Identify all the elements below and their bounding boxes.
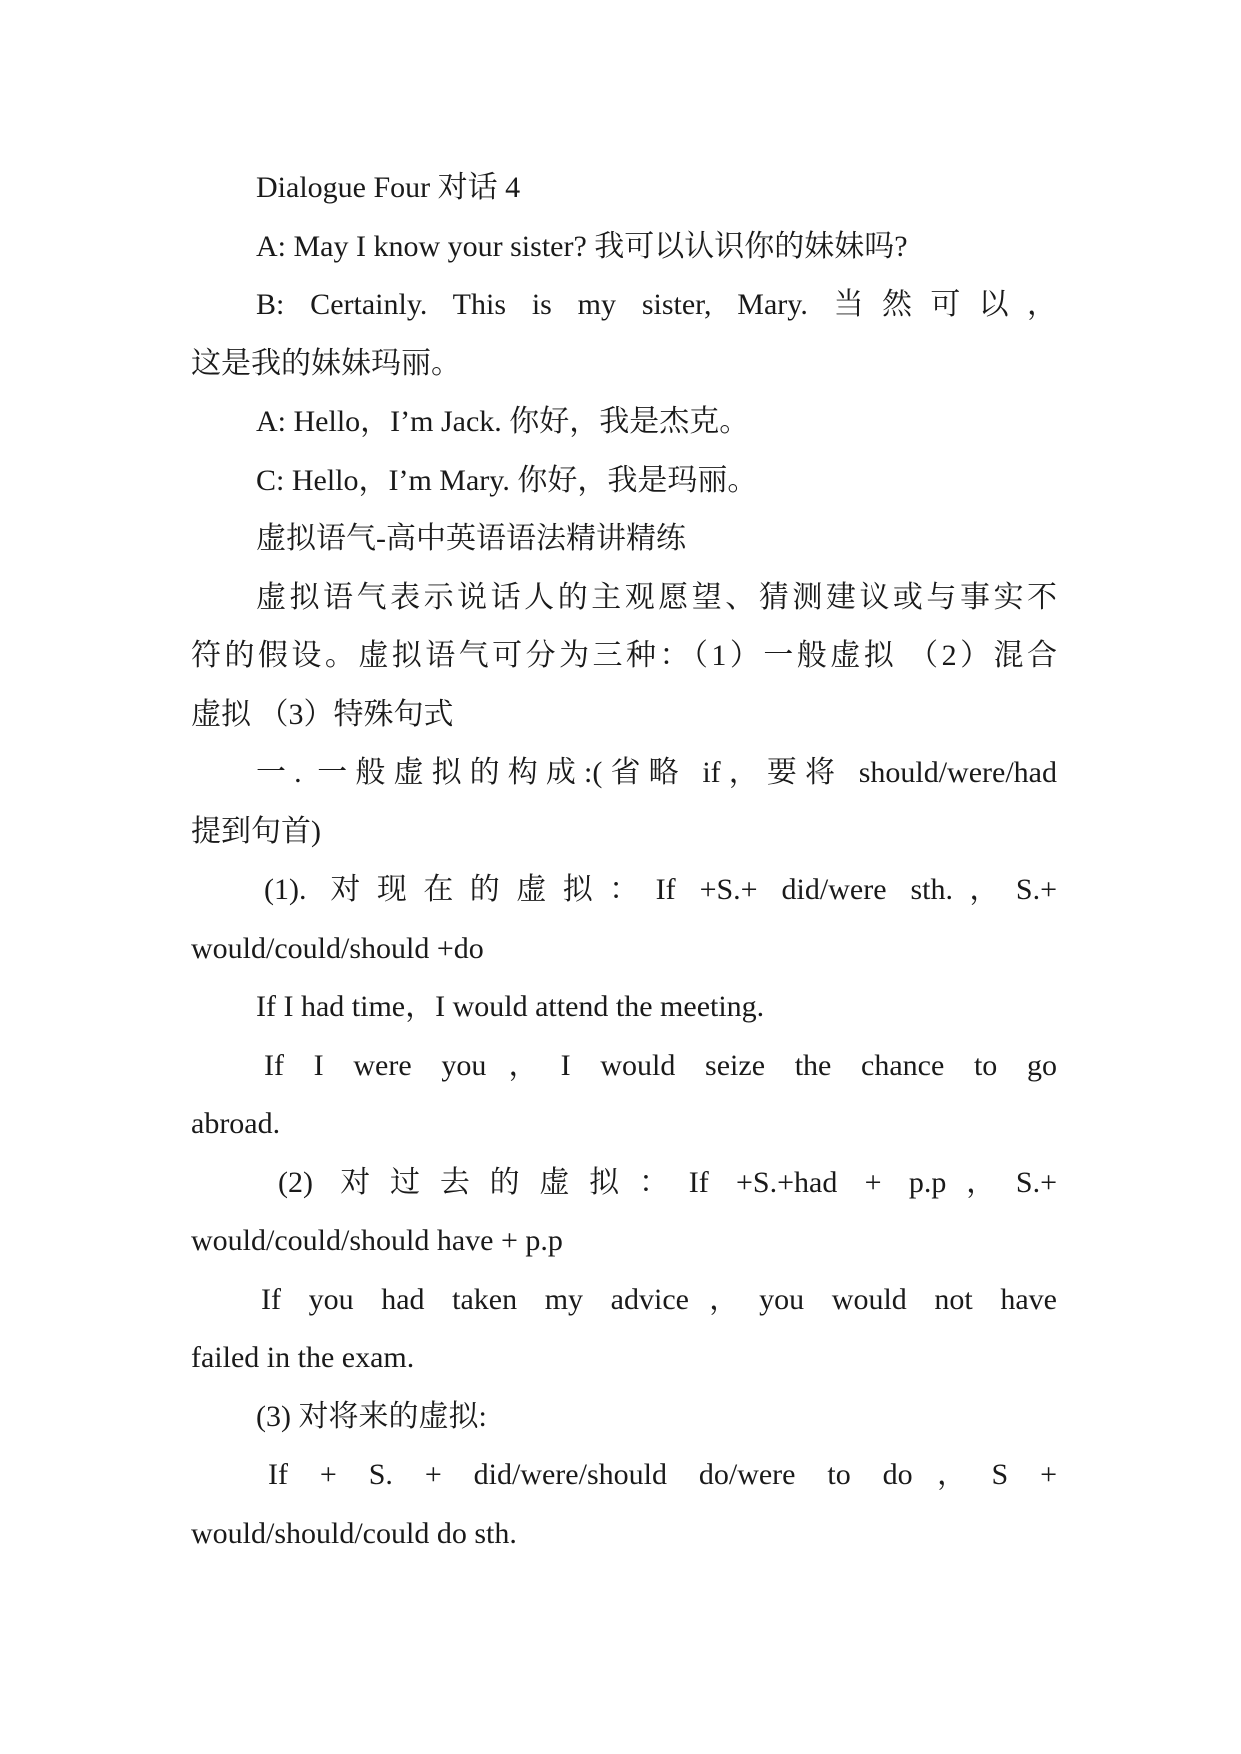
paragraph-first-line: A: May I know your sister? 我可以认识你的妹妹吗? (256, 229, 908, 263)
paragraph (191, 978, 1057, 1037)
paragraph (191, 510, 1057, 569)
paragraph-line: abroad. (191, 1107, 281, 1140)
paragraph-line: failed in the exam. (191, 1341, 415, 1374)
paragraph-first-line: 虚拟语气-高中英语语法精讲精练 (256, 522, 686, 555)
paragraph (191, 393, 1057, 452)
paragraph (191, 159, 1057, 218)
paragraph-first-line: If + S. + did/were/should do/were to do，S + (268, 1458, 1057, 1491)
paragraph (191, 1388, 1057, 1447)
paragraph-first-line: C: Hello，I’m Mary. 你好，我是玛丽。 (256, 463, 758, 497)
paragraph (191, 1271, 1057, 1388)
paragraph (191, 452, 1057, 511)
paragraph-line: would/could/should have + p.p (191, 1224, 563, 1257)
paragraph-line: 提到句首) (191, 814, 321, 848)
paragraph-line: would/should/could do sth. (191, 1516, 517, 1550)
paragraph-line: 虚拟 （3）特殊句式 (191, 697, 454, 731)
paragraph-first-line: (2) 对过去的虚拟：If +S.+had + p.p，S.+ (278, 1165, 1057, 1199)
paragraph-first-line: 一. 一般虚拟的构成:(省略 if，要将 should/were/had (256, 756, 1057, 789)
paragraph (191, 276, 1057, 393)
paragraph (191, 1154, 1057, 1271)
paragraph (191, 569, 1057, 745)
paragraph (191, 218, 1057, 277)
paragraph-first-line: A: Hello，I’m Jack. 你好，我是杰克。 (256, 405, 750, 438)
paragraph-first-line: If I were you，I would seize the chance to go (264, 1048, 1057, 1082)
paragraph-first-line: 虚拟语气表示说话人的主观愿望、猜测建议或与事实不 (256, 580, 1057, 614)
paragraph-line: 这是我的妹妹玛丽。 (191, 346, 461, 380)
paragraph-first-line: (3) 对将来的虚拟: (256, 1399, 487, 1433)
paragraph-first-line: B: Certainly. This is my sister, Mary. 当然可以， (256, 288, 1057, 321)
paragraph (191, 744, 1057, 861)
paragraph (191, 1037, 1057, 1154)
paragraph-first-line: If I had time，I would attend the meeting. (256, 990, 765, 1023)
paragraph-first-line: Dialogue Four 对话 4 (256, 171, 521, 204)
paragraph (191, 1446, 1057, 1563)
paragraph (191, 861, 1057, 978)
paragraph-first-line: If you had taken my advice，you would not have (261, 1282, 1057, 1316)
paragraph-line: would/could/should +do (191, 931, 484, 965)
paragraph-first-line: (1). 对现在的虚拟：If +S.+ did/were sth.，S.+ (264, 873, 1057, 906)
document-body (191, 159, 1057, 1563)
paragraph-line: 符的假设。虚拟语气可分为三种：（1）一般虚拟 （2）混合 (191, 639, 1057, 672)
